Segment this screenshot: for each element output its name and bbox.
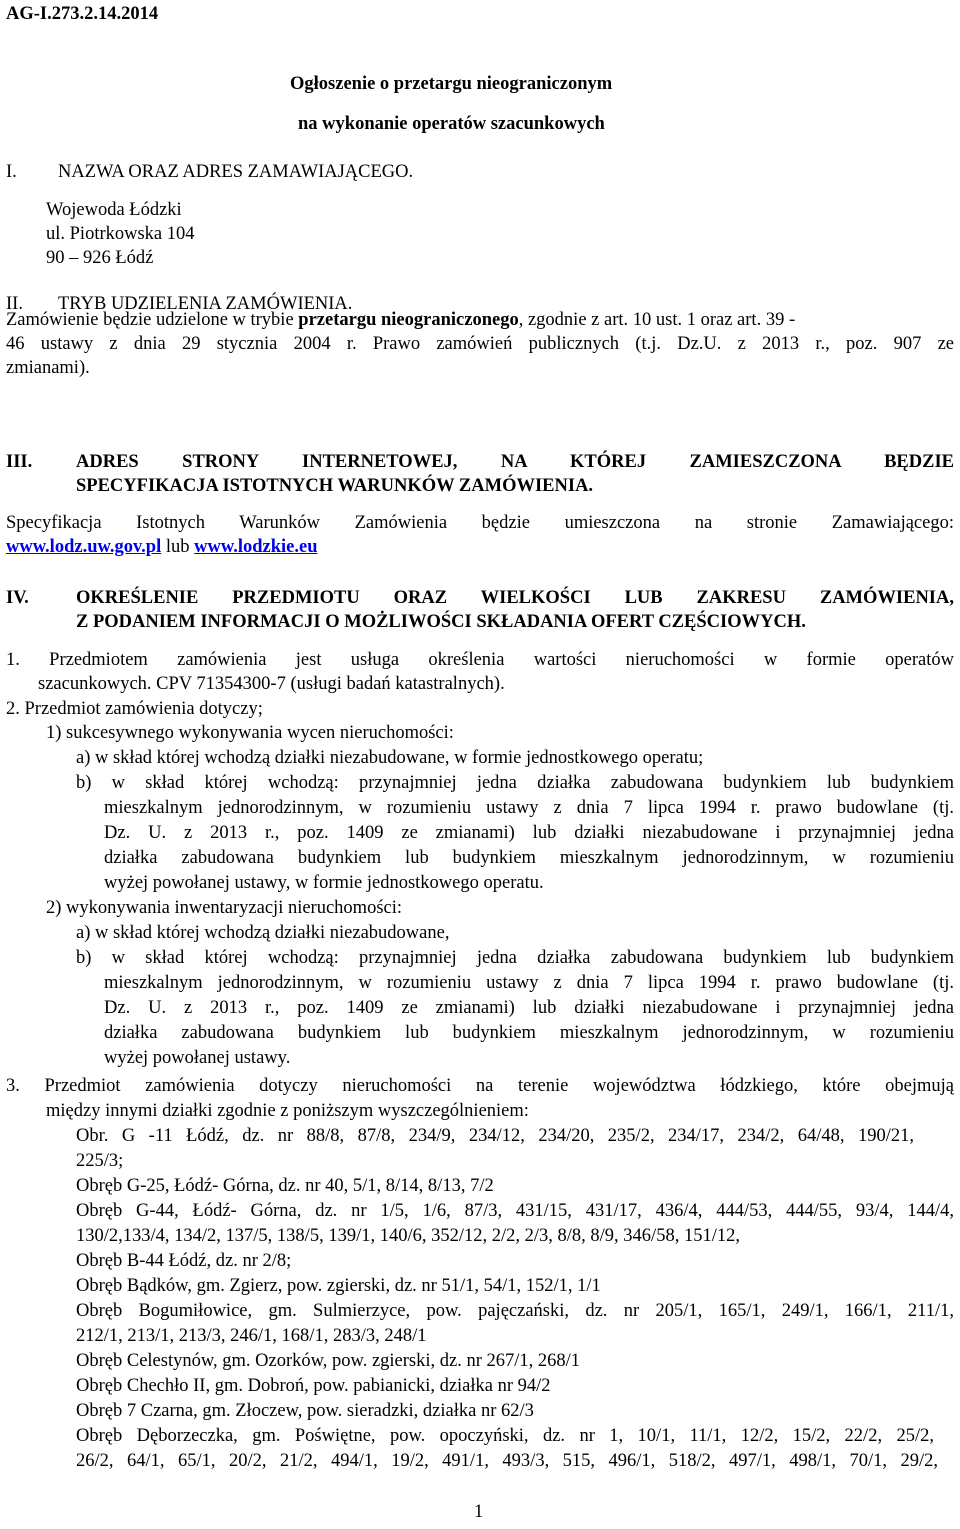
body-line: Obręb Dęborzeczka, gm. Poświętne, pow. opoczyński, dz. nr 1, 10/1, 11/1, 12/2, 15/2, 22/2, 25/2, [76,1426,934,1446]
body-line: Obręb G-44, Łódź- Górna, dz. nr 1/5, 1/6, 87/3, 431/15, 431/17, 436/4, 444/53, 444/55, 93/4, 144/4, [76,1201,954,1221]
body-line: Obręb Chechło II, gm. Dobroń, pow. pabianicki, działka nr 94/2 [76,1376,551,1396]
section-3-heading-1: ADRES STRONY INTERNETOWEJ, NA KTÓREJ ZAMIESZCZONA BĘDZIE [76,452,954,472]
section-1-heading: NAZWA ORAZ ADRES ZAMAWIAJĄCEGO. [58,162,414,182]
section-2-number: II. [6,294,23,314]
body-line: Dz. U. z 2013 r., poz. 1409 ze zmianami) lub działki niezabudowane i przynajmniej jedna [104,823,954,843]
body-line: a) w skład której wchodzą działki niezabudowane, w formie jednostkowego operatu; [76,748,704,768]
link-lodzkie[interactable]: www.lodzkie.eu [194,537,318,557]
body-line: Obręb Bądków, gm. Zgierz, pow. zgierski, dz. nr 51/1, 54/1, 152/1, 1/1 [76,1276,601,1296]
page-title: Ogłoszenie o przetargu nieograniczonym [290,74,613,94]
body-line: 2) wykonywania inwentaryzacji nieruchomości: [46,898,403,918]
section-2-line-3: zmianami). [6,358,90,378]
body-line: Obręb 7 Czarna, gm. Złoczew, pow. sieradzki, działka nr 62/3 [76,1401,534,1421]
page-number: 1 [474,1502,484,1522]
body-line: mieszkalnym jednorodzinnym, w rozumieniu ustawy z dnia 7 lipca 1994 r. prawo budowlane (tj. [104,973,954,993]
body-line: mieszkalnym jednorodzinnym, w rozumieniu ustawy z dnia 7 lipca 1994 r. prawo budowlane (tj. [104,798,954,818]
body-line: b) w skład której wchodzą: przynajmniej jedna działka zabudowana budynkiem lub budynkiem [76,773,954,793]
body-line: 1) sukcesywnego wykonywania wycen nieruchomości: [46,723,454,743]
body-line: Obr. G -11 Łódź, dz. nr 88/8, 87/8, 234/9, 234/12, 234/20, 235/2, 234/17, 234/2, 64/48, 190/21, [76,1126,914,1146]
address-line-1: Wojewoda Łódzki [46,200,182,220]
body-line: 1. Przedmiotem zamówienia jest usługa określenia wartości nieruchomości w formie operatów [6,650,954,670]
section-4-heading-1: OKREŚLENIE PRZEDMIOTU ORAZ WIELKOŚCI LUB ZAKRESU ZAMÓWIENIA, [76,588,954,608]
section-1-number: I. [6,162,17,182]
body-line: Obręb Bogumiłowice, gm. Sulmierzyce, pow. pajęczański, dz. nr 205/1, 165/1, 249/1, 166/1, 211/1, [76,1301,954,1321]
body-line: b) w skład której wchodzą: przynajmniej jedna działka zabudowana budynkiem lub budynkiem [76,948,954,968]
body-line: szacunkowych. CPV 71354300-7 (usługi badań katastralnych). [38,674,505,694]
body-line: wyżej powołanej ustawy. [104,1048,291,1068]
body-line: 2. Przedmiot zamówienia dotyczy; [6,699,263,719]
section-2-text: Zamówienie będzie udzielone w trybie przetargu nieograniczonego, zgodnie z art. 10 ust. 1 oraz art. 39 - [6,310,796,330]
address-line-3: 90 – 926 Łódź [46,248,154,268]
page-subtitle: na wykonanie operatów szacunkowych [298,114,605,134]
section-2-line-2: 46 ustawy z dnia 29 stycznia 2004 r. Prawo zamówień publicznych (t.j. Dz.U. z 2013 r., poz. 907 ze [6,334,954,354]
body-line: wyżej powołanej ustawy, w formie jednostkowego operatu. [104,873,544,893]
body-line: Dz. U. z 2013 r., poz. 1409 ze zmianami) lub działki niezabudowane i przynajmniej jedna [104,998,954,1018]
section-3-heading-2: SPECYFIKACJA ISTOTNYCH WARUNKÓW ZAMÓWIENIA. [76,476,594,496]
body-line: Obręb G-25, Łódź- Górna, dz. nr 40, 5/1, 8/14, 8/13, 7/2 [76,1176,494,1196]
section-4-number: IV. [6,588,29,608]
body-line: działka zabudowana budynkiem lub budynkiem mieszkalnym jednorodzinnym, w rozumieniu [104,848,954,868]
body-line: Obręb B-44 Łódź, dz. nr 2/8; [76,1251,292,1271]
body-line: 212/1, 213/1, 213/3, 246/1, 168/1, 283/3, 248/1 [76,1326,427,1346]
body-line: działka zabudowana budynkiem lub budynkiem mieszkalnym jednorodzinnym, w rozumieniu [104,1023,954,1043]
section-3-paragraph: Specyfikacja Istotnych Warunków Zamówienia będzie umieszczona na stronie Zamawiającego: [6,513,954,533]
section-3-links: www.lodz.uw.gov.pl lub www.lodzkie.eu [6,537,318,557]
body-line: między innymi działki zgodnie z poniższym wyszczególnieniem: [46,1101,529,1121]
body-line: 3. Przedmiot zamówienia dotyczy nieruchomości na terenie województwa łódzkiego, które obejmują [6,1076,954,1096]
section-4-heading-2: Z PODANIEM INFORMACJI O MOŻLIWOŚCI SKŁADANIA OFERT CZĘŚCIOWYCH. [76,612,806,632]
document-reference: AG-I.273.2.14.2014 [6,4,159,24]
link-lodz-uw[interactable]: www.lodz.uw.gov.pl [6,537,162,557]
section-3-number: III. [6,452,33,472]
body-line: 225/3; [76,1151,124,1171]
section-2-heading: TRYB UDZIELENIA ZAMÓWIENIA. [58,294,353,314]
body-line: Obręb Celestynów, gm. Ozorków, pow. zgierski, dz. nr 267/1, 268/1 [76,1351,581,1371]
body-line: a) w skład której wchodzą działki niezabudowane, [76,923,450,943]
body-line: 26/2, 64/1, 65/1, 20/2, 21/2, 494/1, 19/2, 491/1, 493/3, 515, 496/1, 518/2, 497/1, 498/1, 70/1, 29/2, [76,1451,938,1471]
body-line: 130/2,133/4, 134/2, 137/5, 138/5, 139/1, 140/6, 352/12, 2/2, 2/3, 8/8, 8/9, 346/58, 151/12, [76,1226,740,1246]
address-line-2: ul. Piotrkowska 104 [46,224,195,244]
